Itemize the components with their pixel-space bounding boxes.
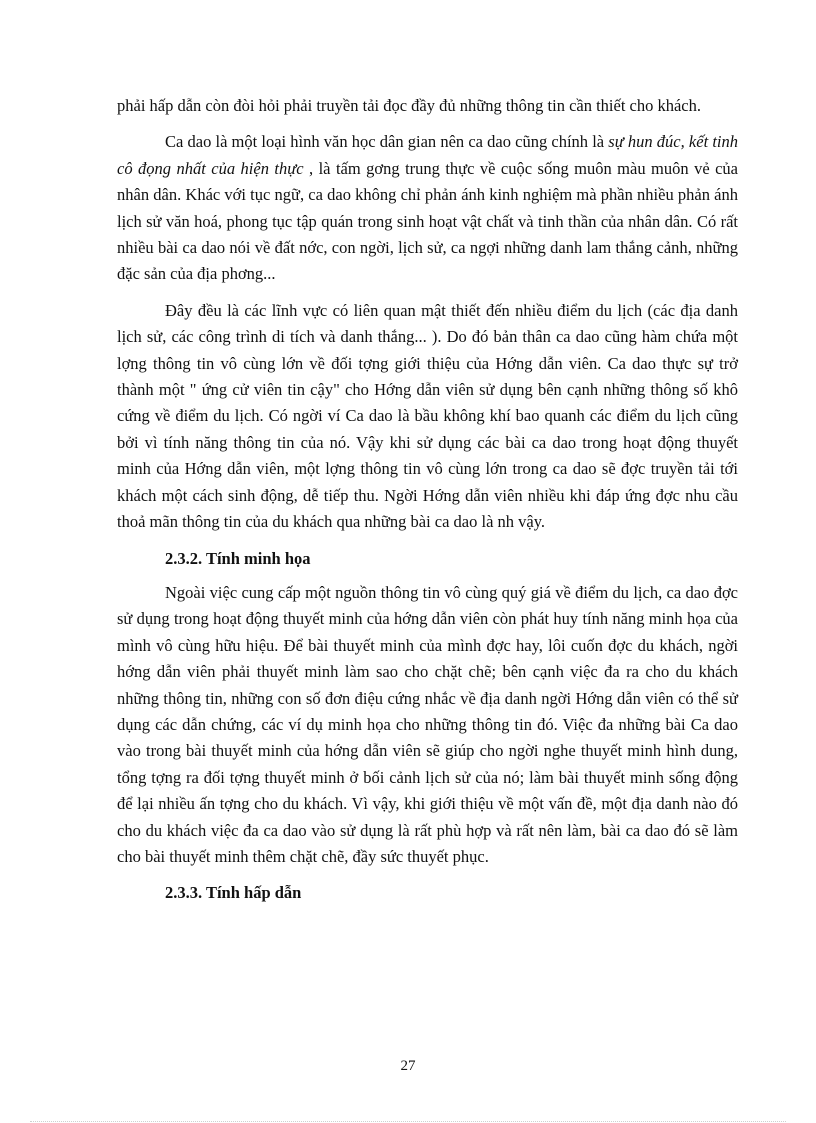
body-text bbox=[117, 93, 738, 915]
page-bottom-divider bbox=[30, 1121, 786, 1122]
italic-quote: sự hun đúc, kết tinh cô đọng nhất của hiện thực bbox=[117, 132, 738, 178]
paragraph-text-after-italic: , là tấm gơng trung thực về cuộc sống muôn màu muôn vẻ của nhân dân. Khác với tục ngữ, ca dao không chỉ phản ánh kinh nghiệm mà phần nhiều phản ánh lịch sử văn hoá, phong tục tập quán trong sinh hoạt vật chất và tinh thần của nhân dân. Có rất nhiều bài ca dao nói về đất nớc, con ngời, lịch sử, ca ngợi những danh lam thắng cảnh, những đặc sản của địa phơng... bbox=[117, 158, 739, 284]
paragraph-illustration: Ngoài việc cung cấp một nguồn thông tin vô cùng quý giá về điểm du lịch, ca dao đợc sử dụng trong hoạt động thuyết minh của hớng dẫn viên còn phát huy tính năng minh họa của mình vô cùng hữu hiệu. Để bài thuyết minh của mình đợc hay, lôi cuốn đợc du khách, ngời hớng dẫn viên phải thuyết minh làm sao cho chặt chẽ; bên cạnh việc đa ra cho du khách những thông tin, những con số đơn điệu cứng nhắc về địa danh ngời Hớng dẫn viên có thể sử dụng các dẫn chứng, các ví dụ minh họa cho những thông tin đó. Việc đa những bài Ca dao vào trong bài thuyết minh của hớng dẫn viên sẽ giúp cho ngời nghe thuyết minh hình dung, tổng tợng ra đối tợng thuyết minh ở bối cảnh lịch sử của nó; làm bài thuyết minh sống động để lại nhiều ấn tợng cho du khách. Vì vậy, khi giới thiệu về một vấn đề, một địa danh nào đó cho du khách việc đa ca dao vào sử dụng là rất phù hợp và rất nên làm, bài ca dao đó sẽ làm cho bài thuyết minh thêm chặt chẽ, đầy sức thuyết phục. bbox=[117, 582, 738, 866]
paragraph-tourism-relevance: Đây đều là các lĩnh vực có liên quan mật thiết đến nhiều điểm du lịch (các địa danh lịch sử, các công trình di tích và danh thắng... ). Do đó bản thân ca dao cũng hàm chứa một lợng thông tin vô cùng lớn về đối tợng giới thiệu của Hớng dẫn viên. Ca dao thực sự trở thành một " ứng cử viên tin cậy" cho Hớng dẫn viên sử dụng bên cạnh những thông số khô cứng về điểm du lịch. Có ngời ví Ca dao là bầu không khí bao quanh các điểm du lịch cũng bởi vì tính năng thông tin của nó. Vậy khi sử dụng các bài ca dao trong hoạt động thuyết minh của Hớng dẫn viên, một lợng thông tin vô cùng lớn trong ca dao sẽ đợc truyền tải tới khách một cách sinh động, dễ tiếp thu. Ngời Hớng dẫn viên nhiều khi đáp ứng đợc nhu cầu thoả mãn thông tin của du khách qua những bài ca dao là nh vậy. bbox=[117, 300, 738, 532]
paragraph-text-before-italic: Ca dao là một loại hình văn học dân gian nên ca dao cũng chính là bbox=[165, 132, 609, 152]
page-number: 27 bbox=[400, 1058, 416, 1074]
section-heading-illustration: 2.3.2. Tính minh họa bbox=[165, 548, 311, 568]
section-heading-attractiveness: 2.3.3. Tính hấp dẫn bbox=[165, 883, 302, 903]
paragraph-ca-dao-definition bbox=[117, 129, 738, 287]
paragraph-continuation: phải hấp dẫn còn đòi hỏi phải truyền tải đọc đầy đủ những thông tin cần thiết cho khách. bbox=[117, 96, 702, 115]
